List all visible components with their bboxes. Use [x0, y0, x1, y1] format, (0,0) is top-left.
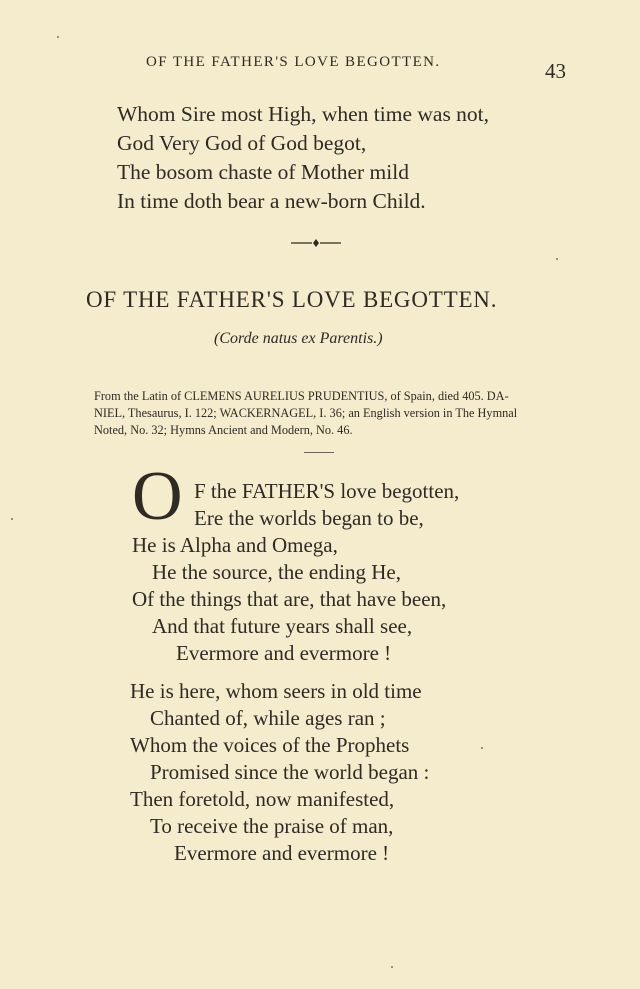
- carryover-line: The bosom chaste of Mother mild: [117, 160, 409, 184]
- carryover-line: God Very God of God begot,: [117, 131, 367, 155]
- carryover-line: In time doth bear a new-born Child.: [117, 189, 426, 213]
- stanza-line: F the FATHER'S love begotten,: [194, 479, 460, 503]
- page-number: 43: [545, 59, 566, 83]
- paper-speck: [481, 747, 483, 749]
- small-divider-rule: [304, 452, 334, 453]
- paper-speck: [11, 518, 13, 520]
- hymn-subtitle: (Corde natus ex Parentis.): [214, 330, 383, 347]
- stanza-line: Evermore and evermore !: [176, 641, 392, 665]
- stanza-line: He is here, whom seers in old time: [130, 679, 422, 703]
- source-line: Noted, No. 32; Hymns Ancient and Modern, No. 46.: [94, 423, 353, 437]
- stanza-line: And that future years shall see,: [152, 614, 413, 638]
- stanza-line: Ere the worlds began to be,: [194, 506, 424, 530]
- paper-speck: [556, 258, 558, 260]
- stanza-line: Promised since the world began :: [150, 760, 430, 784]
- source-line: NIEL, Thesaurus, I. 122; WACKERNAGEL, I. 36; an English version in The Hymnal: [94, 406, 518, 420]
- carryover-stanza: [117, 100, 489, 216]
- paper-speck: [57, 36, 59, 38]
- dropcap-letter: O: [132, 458, 183, 535]
- stanza-line: He is Alpha and Omega,: [132, 533, 338, 557]
- stanza-line: Evermore and evermore !: [174, 841, 390, 865]
- stanza-line: Then foretold, now manifested,: [130, 787, 395, 811]
- paper-speck: [391, 966, 393, 968]
- stanza-2: [130, 678, 429, 867]
- stanza-line: He the source, the ending He,: [152, 560, 401, 584]
- stanza-line: Chanted of, while ages ran ;: [150, 706, 386, 730]
- stanza-line: Of the things that are, that have been,: [132, 587, 447, 611]
- source-note: [94, 388, 564, 439]
- hymn-title: OF THE FATHER'S LOVE BEGOTTEN.: [86, 287, 498, 312]
- source-line: From the Latin of CLEMENS AURELIUS PRUDENTIUS, of Spain, died 405. DA-: [94, 389, 509, 403]
- carryover-line: Whom Sire most High, when time was not,: [117, 102, 490, 126]
- stanza-1: [132, 478, 459, 667]
- stanza-line: To receive the praise of man,: [150, 814, 394, 838]
- running-head-title: OF THE FATHER'S LOVE BEGOTTEN.: [146, 54, 441, 70]
- section-divider-ornament: [291, 237, 341, 249]
- stanza-line: Whom the voices of the Prophets: [130, 733, 410, 757]
